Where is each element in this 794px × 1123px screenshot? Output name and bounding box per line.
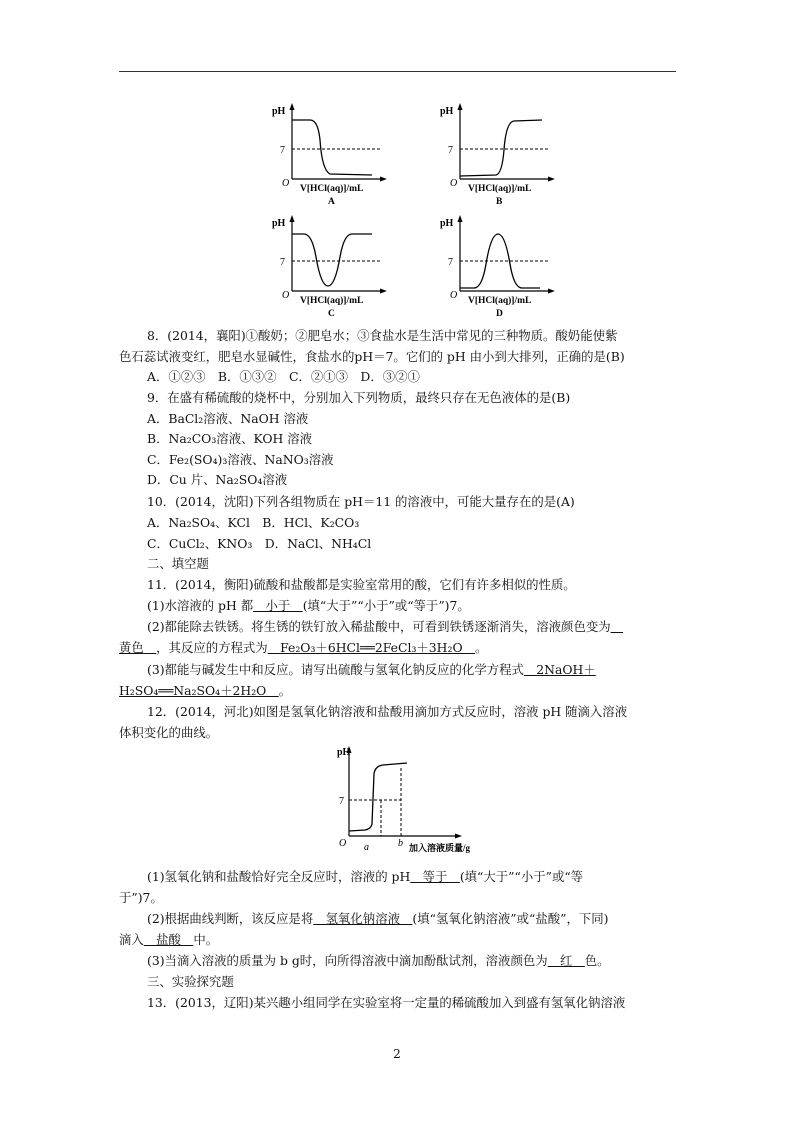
graph-b <box>436 100 566 208</box>
q11-p2-mid: ，其反应的方程式为 <box>156 640 268 655</box>
q8-line1: 8．(2014，襄阳)①酸奶；②肥皂水；③食盐水是生活中常见的三种物质。酸奶能使紫 <box>147 328 618 343</box>
q12-graph-y-label: pH <box>337 747 351 758</box>
q12-line1: 12．(2014，河北)如图是氢氧化钠溶液和盐酸用滴加方式反应时，溶液 pH 随滴入溶液 <box>147 704 628 719</box>
q12-part1 <box>0 869 794 885</box>
graph-c-y-label: pH <box>272 218 286 229</box>
graph-d-y-label: pH <box>440 218 454 229</box>
q12-graph-a: a <box>364 842 369 853</box>
q12-p2-post: (填“氢氧化钠溶液”或“盐酸”，下同) <box>412 911 609 926</box>
graph-a <box>268 100 398 208</box>
graph-b-x-label: V[HCl(aq)]/mL <box>468 184 532 194</box>
q12-p2-answer: 氢氧化钠溶液 <box>313 911 413 926</box>
q12-graph-x-label: 加入溶液质量/g <box>409 843 471 853</box>
q10-options-ab: A．Na₂SO₄、KCl B．HCl、K₂CO₃ <box>147 515 360 530</box>
section-experiment: 三、实验探究题 <box>147 974 234 989</box>
q9-option-d: D．Cu 片、Na₂SO₄溶液 <box>147 472 288 487</box>
q12-graph-seven: 7 <box>339 796 344 807</box>
q12-p1-post: (填“大于”“小于”或“等 <box>459 869 584 884</box>
graph-d-origin: O <box>450 290 458 301</box>
graph-b-caption: B <box>496 197 503 207</box>
q12-part2 <box>0 911 794 927</box>
header-rule <box>119 71 676 72</box>
page-number: 2 <box>393 1047 401 1061</box>
q12-p3-answer: 红 <box>547 953 585 968</box>
q12-part3 <box>0 953 794 969</box>
graph-d-caption: D <box>496 309 503 319</box>
q10-stem: 10．(2014，沈阳)下列各组物质在 pH＝11 的溶液中，可能大量存在的是(A) <box>147 494 575 509</box>
q11-p1-pre: (1)水溶液的 pH 都 <box>147 598 254 613</box>
section-fill-blank: 二、填空题 <box>147 556 209 571</box>
q11-p1-post: (填“大于”“小于”或“等于”)7。 <box>302 598 470 613</box>
q9-stem: 9．在盛有稀硫酸的烧杯中，分别加入下列物质，最终只存在无色液体的是(B) <box>147 390 571 405</box>
q11-part2-cont <box>0 640 794 656</box>
q11-p2-answer: 黄色 <box>119 640 144 655</box>
graph-b-seven: 7 <box>448 145 453 156</box>
q12-graph-origin: O <box>339 838 347 849</box>
graph-c <box>268 212 398 320</box>
q11-part3-cont <box>0 683 794 699</box>
q12-p2-l2-pre: 滴入 <box>119 932 144 947</box>
graph-c-seven: 7 <box>280 257 285 268</box>
q9-option-a: A．BaCl₂溶液、NaOH 溶液 <box>147 411 309 426</box>
graph-c-origin: O <box>282 290 290 301</box>
graph-a-origin: O <box>282 178 290 189</box>
graph-d <box>436 212 566 320</box>
q12-graph-b: b <box>398 838 403 849</box>
q11-stem: 11．(2014，衡阳)硫酸和盐酸都是实验室常用的酸，它们有许多相似的性质。 <box>147 577 576 592</box>
q12-part1-cont: 于”)7。 <box>119 890 163 905</box>
graph-a-y-label: pH <box>272 106 286 117</box>
graph-c-caption: C <box>328 309 335 319</box>
graph-a-x-label: V[HCl(aq)]/mL <box>300 184 364 194</box>
q9-option-c: C．Fe₂(SO₄)₃溶液、NaNO₃溶液 <box>147 452 334 467</box>
graph-a-caption: A <box>328 197 335 207</box>
q9-option-b: B．Na₂CO₃溶液、KOH 溶液 <box>147 431 313 446</box>
q11-p3-pre: (3)都能与碱发生中和反应。请写出硫酸与氢氧化钠反应的化学方程式 <box>147 662 524 677</box>
graph-c-x-label: V[HCl(aq)]/mL <box>300 296 364 306</box>
q11-p1-answer: 小于 <box>253 598 303 613</box>
q8-options: A．①②③ B．①③② C．②①③ D．③②① <box>147 369 420 384</box>
graph-d-x-label: V[HCl(aq)]/mL <box>468 296 532 306</box>
graph-d-seven: 7 <box>448 257 453 268</box>
graph-a-seven: 7 <box>280 145 285 156</box>
q12-p3-pre: (3)当滴入溶液的质量为 b g时，向所得溶液中滴加酚酞试剂，溶液颜色为 <box>147 953 548 968</box>
q11-p2-equation: Fe₂O₃＋6HCl══2FeCl₃＋3H₂O <box>267 640 476 655</box>
q11-p3-end: 。 <box>278 683 292 698</box>
q11-p3-answer-2: H₂SO₄══Na₂SO₄＋2H₂O <box>119 683 279 698</box>
q12-p2-pre: (2)根据曲线判断，该反应是将 <box>147 911 314 926</box>
q11-part3 <box>0 662 794 678</box>
q11-p2-end: 。 <box>475 640 488 655</box>
q11-p2-pre: (2)都能除去铁锈。将生锈的铁钉放入稀盐酸中，可看到铁锈逐渐消失，溶液颜色变为 <box>147 619 611 634</box>
q10-options-cd: C．CuCl₂、KNO₃ D．NaCl、NH₄Cl <box>147 536 372 551</box>
graph-b-y-label: pH <box>440 106 454 117</box>
q12-line2: 体积变化的曲线。 <box>119 725 219 740</box>
q8-line2: 色石蕊试液变红，肥皂水显碱性，食盐水的pH＝7。它们的 pH 由小到大排列，正确的是(B) <box>119 349 625 364</box>
q12-p3-post: 色。 <box>584 953 610 968</box>
q13-stem: 13．(2013，辽阳)某兴趣小组同学在实验室将一定量的稀硫酸加入到盛有氢氧化钠溶液 <box>147 995 626 1010</box>
q11-part2 <box>0 619 794 635</box>
q12-p1-answer: 等于 <box>410 869 460 884</box>
q11-p3-answer-1: 2NaOH＋ <box>523 662 596 677</box>
q12-p2-l2-post: 中。 <box>193 932 219 947</box>
q12-p2-l2-answer: 盐酸 <box>143 932 194 947</box>
q12-part2-cont <box>0 932 794 948</box>
q12-p1-pre: (1)氢氧化钠和盐酸恰好完全反应时，溶液的 pH <box>147 869 411 884</box>
q11-part1 <box>0 598 794 614</box>
q12-graph <box>335 740 495 860</box>
graph-b-origin: O <box>450 178 458 189</box>
